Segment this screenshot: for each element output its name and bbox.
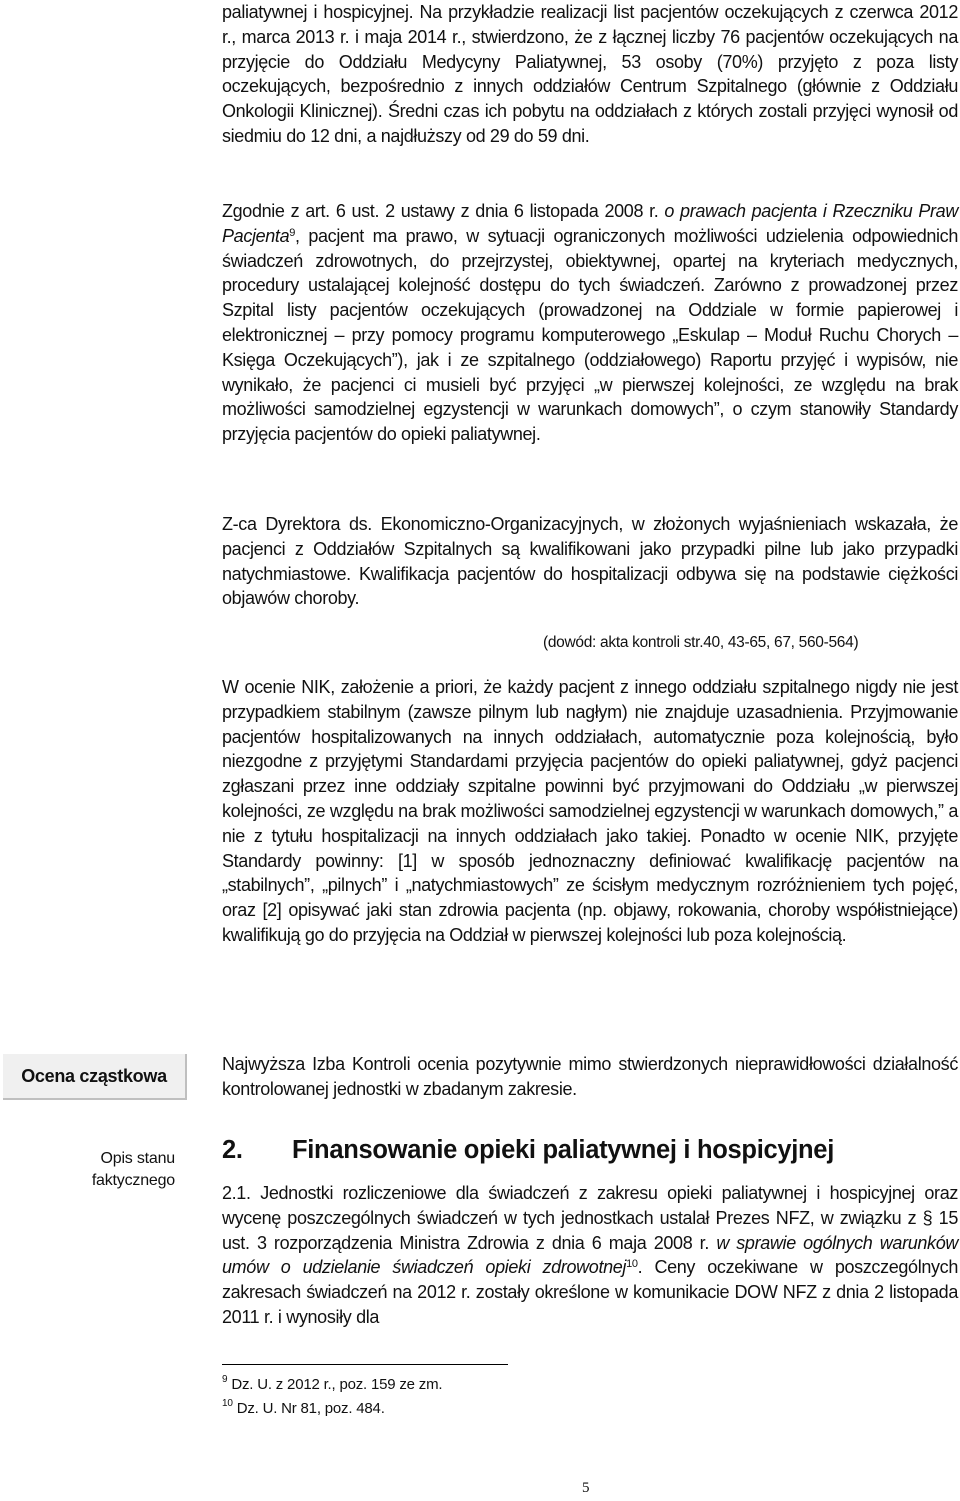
act-title: o prawach pacjenta i Rzeczniku Praw Pacjenta — [222, 201, 958, 246]
section-heading — [222, 1136, 834, 1165]
paragraph-waiting-list — [222, 0, 958, 149]
text-rest: , pacjent ma prawo, w sytuacji ograniczonych możliwości udzielenia odpowiednich świadczeń zdrowotnych, do przejrzystej, obiektywnej, opartej na kryteriach medycznych, procedury ustalającej kolejność dostępu do tych świadczeń. — [222, 225, 958, 296]
footnote-number: 9 — [222, 1374, 228, 1385]
footnote-ref: 10 — [626, 1258, 638, 1271]
footnote-number: 10 — [222, 1398, 233, 1409]
partial-assessment-label: Ocena cząstkowa — [3, 1054, 187, 1100]
factual-state-line-2: faktycznego — [91, 1172, 175, 1189]
text-tail: Zarówno z prowadzonej przez Szpital listy pacjentów oczekujących (prowadzonej na Oddziale w formie papierowej i elektronicznej – przy pomocy programu komputerowego „Eskulap – Moduł Ruchu Chorych – Księga Oczekujących”), jak i ze szpitalnego (oddziałowego) Raportu przyjęć i wypisów, nie wynikało, że pacjenci ci musieli być przyjęci „w pierwszej kolejności, ze względu na brak możliwości samodzielnej egzystencji w warunkach domowych”, o czym stanowiły Standardy przyjęcia pacjentów do opieki paliatywnej. — [222, 275, 958, 445]
paragraph-text: W ocenie NIK, założenie a priori, że każdy pacjent z innego oddziału szpitalnego nigdy nie jest przypadkiem stabilnym (zawsze pilnym lub nagłym) nie znajduje uzasadnienia. Przyjmowanie pacjentów hospitalizowanych na innych oddziałach, automatycznie poza kolejnością, było niezgodne z przyjętymi Standardami przyjęcia pacjentów do opieki paliatywnej, gdyż pacjenci zgłaszani przez inne oddziały szpitalne powinni być przyjmowani do Oddziału „w pierwszej kolejności, ze względu na brak możliwości samodzielnej egzystencji w warunkach domowych,” a nie z tytułu hospitalizacji na innych oddziałach jako takiej. Ponadto w ocenie NIK, przyjęte Standardy powinny: [1] w sposób jednoznaczny definiować kwalifikację pacjentów na „stabilnych”, „pilnych” i „natychmiastowych” ze ścisłym medycznym rozróżnieniem tych pojęć, oraz [2] opisywać jaki stan zdrowia pacjenta (np. objawy, rokowania, choroby współistniejące) kwalifikują go do przyjęcia na Oddział w pierwszej kolejności lub poza kolejnością. — [222, 677, 958, 945]
subsection-number: 2.1. — [222, 1183, 251, 1203]
paragraph-text — [222, 1181, 958, 1330]
paragraph-deputy-director — [222, 512, 958, 611]
footnote-separator — [222, 1364, 508, 1365]
footnote-9 — [222, 1376, 442, 1393]
paragraph-billing-units — [222, 1181, 958, 1330]
paragraph-positive-assessment — [222, 1052, 958, 1102]
footnote-text: Dz. U. Nr 81, poz. 484. — [236, 1400, 385, 1417]
regulation-title: w sprawie ogólnych warunków umów o udzielanie świadczeń opieki zdrowotnej — [222, 1232, 958, 1278]
section-title: Finansowanie opieki paliatywnej i hospicyjnej — [292, 1136, 834, 1164]
paragraph-text — [222, 199, 958, 447]
text-lead: Zgodnie z art. 6 ust. 2 ustawy z dnia 6 listopada 2008 r. — [222, 201, 665, 221]
footnote-10 — [222, 1400, 385, 1417]
section-number: 2. — [222, 1136, 243, 1164]
paragraph-text: Z-ca Dyrektora ds. Ekonomiczno-Organizacyjnych, w złożonych wyjaśnieniach wskazała, że pacjenci z Oddziałów Szpitalnych są kwalifikowani jako przypadki pilne lub jako przypadki natychmiastowe. Kwalifikacja pacjentów do hospitalizacji odbywa się na podstawie ciężkości objawów choroby. — [222, 514, 958, 609]
paragraph-text: Najwyższa Izba Kontroli ocenia pozytywnie mimo stwierdzonych nieprawidłowości działalność kontrolowanej jednostki w zbadanym zakresie. — [222, 1054, 958, 1099]
factual-state-line-1: Opis stanu — [100, 1150, 175, 1167]
footnote-ref: 9 — [289, 226, 296, 239]
footnote-text: Dz. U. z 2012 r., poz. 159 ze zm. — [231, 1376, 443, 1393]
paragraph-text: paliatywnej i hospicyjnej. Na przykładzie realizacji list pacjentów oczekujących z czerwca 2012 r., marca 2013 r. i maja 2014 r., stwierdzono, że z łącznej liczby 76 pacjentów oczekujących na przyjęcie do Oddziału Medycyny Paliatywnej, 53 osoby (70%) przyjęto z poza listy oczekujących, bezpośrednio z innych oddziałów Centrum Szpitalnego (głównie z Oddziału Onkologii Klinicznej). Średni czas ich pobytu na oddziałach z których zostali przyjęci wynosił od siedmiu do 12 dni, a najdłuższy od 29 do 59 dni. — [222, 2, 958, 146]
paragraph-patient-rights — [222, 199, 958, 447]
evidence-reference: (dowód: akta kontroli str.40, 43-65, 67, 560-564) — [543, 634, 859, 651]
text-rest: . Ceny oczekiwane w poszczególnych zakresach świadczeń na 2012 r. zostały określone w komunikacie DOW NFZ z dnia 2 listopada 2011 r. i wynosiły dla — [222, 1257, 958, 1327]
text-lead: Jednostki rozliczeniowe dla świadczeń z zakresu opieki paliatywnej i hospicyjnej oraz wycenę poszczególnych świadczeń w tych jednostkach ustalał Prezes NFZ, w związku z § 15 ust. 3 rozporządzenia Ministra Zdrowia z dnia 6 maja 2008 r. — [222, 1183, 958, 1253]
page-number: 5 — [582, 1480, 590, 1496]
factual-state-label — [50, 1148, 175, 1192]
paragraph-nik-assessment — [222, 675, 958, 948]
